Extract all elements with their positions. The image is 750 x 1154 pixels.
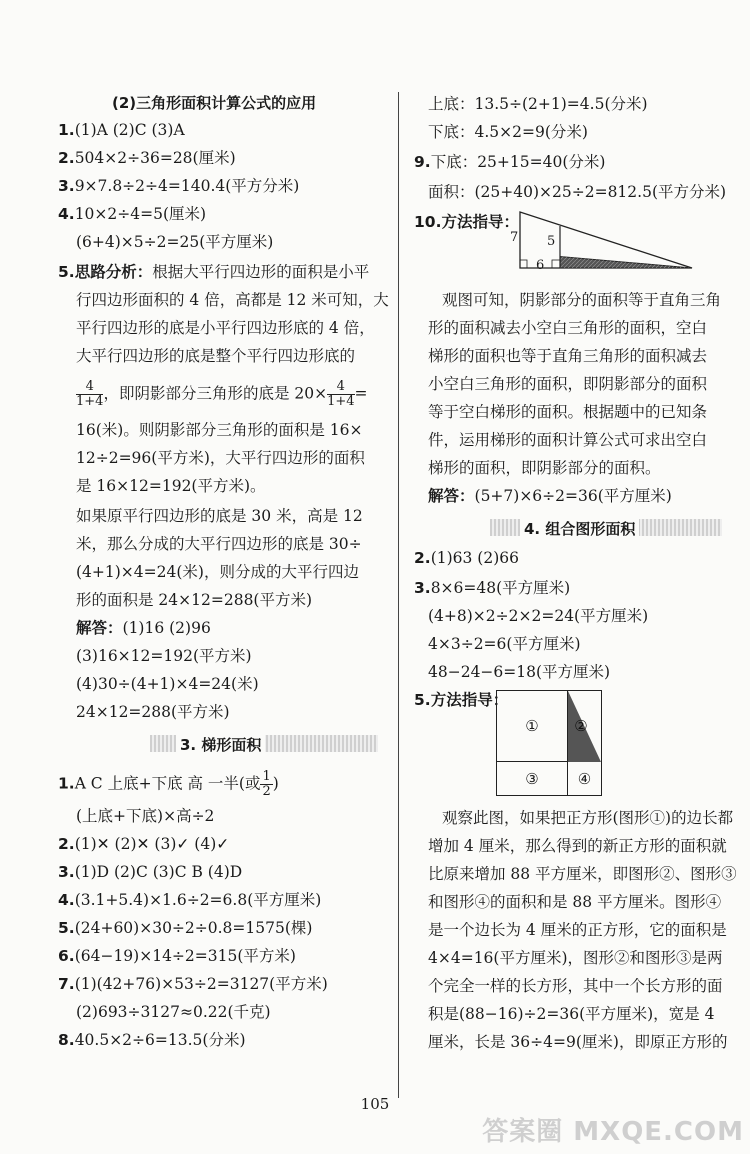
answer-line: 大平行四边形的底是整个平行四边形底的 — [76, 347, 356, 365]
figure-region-4: ④ — [577, 769, 592, 788]
answer-line: 3.8×6=48(平方厘米) — [414, 579, 571, 597]
answer-line: 积是(88−16)÷2=36(平方厘米)，宽是 4 — [428, 1005, 715, 1023]
answer-line: 48−24−6=18(平方厘米) — [428, 663, 611, 681]
figure-region-3: ③ — [497, 762, 568, 795]
answer-line: 梯形的面积也等于直角三角形的面积减去 — [428, 347, 708, 365]
answer-line: 形的面积减去小空白三角形的面积，空白 — [428, 319, 708, 337]
answer-line: 梯形的面积，即阴影部分的面积。 — [428, 459, 661, 477]
section-header — [490, 516, 722, 538]
page-number: 105 — [360, 1095, 390, 1113]
answer-line: 厘米，长是 36÷4=9(厘米)，即原正方形的 — [428, 1033, 728, 1051]
answer-line: 是 16×12=192(平方米)。 — [76, 477, 266, 495]
figure-label: 6 — [536, 258, 545, 273]
column-divider — [398, 92, 399, 1098]
answer-line: 4×3÷2=6(平方厘米) — [428, 635, 581, 653]
answer-line: (3)16×12=192(平方米) — [76, 647, 252, 665]
answer-line: (上底+下底)×高÷2 — [76, 807, 215, 825]
answer-line: 解答：(5+7)×6÷2=36(平方厘米) — [428, 487, 672, 505]
answer-line: 1.A C 上底+下底 高 一半(或 $\frac{1}{2}$ ) — [58, 769, 279, 799]
figure-region-2: ② — [574, 717, 588, 735]
section-header — [150, 732, 378, 754]
answer-line: 3.9×7.8÷2÷4=140.4(平方分米) — [58, 177, 300, 195]
answer-line: 3.(1)D (2)C (3)C B (4)D — [58, 863, 243, 881]
figure-region-1: ① — [497, 691, 568, 762]
answer-line: 如果原平行四边形的底是 30 米，高是 12 — [76, 507, 363, 525]
section-title: 3. 梯形面积 — [176, 734, 265, 755]
answer-line: 是一个边长为 4 厘米的正方形，它的面积是 — [428, 921, 727, 939]
answer-line: 面积：(25+40)×25÷2=812.5(平方分米) — [428, 183, 727, 201]
answer-line: $\frac{4}{1+4}$ ，即阴影部分三角形的底是 20× $\frac{4}{1+4}$ = — [76, 379, 368, 409]
section-title: 4. 组合图形面积 — [520, 518, 639, 539]
answer-line: 个完全一样的长方形，其中一个长方形的面 — [428, 977, 723, 995]
answer-line: 下底：4.5×2=9(分米) — [428, 123, 588, 141]
answer-line: 2.(1)✕ (2)✕ (3)✓ (4)✓ — [58, 835, 230, 853]
answer-line: 2.(1)63 (2)66 — [414, 549, 519, 567]
right-triangle-outline — [520, 212, 692, 268]
answer-line: 6.(64−19)×14÷2=315(平方米) — [58, 947, 296, 965]
answer-line: 比原来增加 88 平方厘米，即图形②、图形③ — [428, 865, 737, 883]
answer-line: 5.(24+60)×30÷2÷0.8=1575(棵) — [58, 919, 313, 937]
answer-line: 24×12=288(平方米) — [76, 703, 230, 721]
answer-line: 观察此图，如果把正方形(图形①)的边长都 — [442, 809, 734, 827]
answer-line: 形的面积是 24×12=288(平方米) — [76, 591, 313, 609]
answer-line: 解答：(1)16 (2)96 — [76, 619, 211, 637]
answer-line: 8.40.5×2÷6=13.5(分米) — [58, 1031, 246, 1049]
fraction: $\frac{4}{1+4}$ — [327, 379, 355, 409]
answer-line: 观图可知，阴影部分的面积等于直角三角 — [442, 291, 722, 309]
answer-line: 4.10×2÷4=5(厘米) — [58, 205, 207, 223]
answer-line: 米，那么分成的大平行四边形的底是 30÷ — [76, 535, 362, 553]
answer-line: 5.方法指导： — [414, 691, 509, 709]
answer-line: (4+1)×4=24(米)，则分成的大平行四边 — [76, 563, 359, 581]
answer-line: 4.(3.1+5.4)×1.6÷2=6.8(平方厘米) — [58, 891, 322, 909]
answer-line: 12÷2=96(平方米)，大平行四边形的面积 — [76, 449, 365, 467]
answer-line: 5.思路分析：根据大平行四边形的面积是小平 — [58, 263, 370, 281]
answer-line: 上底：13.5÷(2+1)=4.5(分米) — [428, 95, 648, 113]
answer-line: 2.504×2÷36=28(厘米) — [58, 149, 236, 167]
answer-line: 和图形④的面积和是 88 平方厘米。图形④ — [428, 893, 722, 911]
answer-line: 7.(1)(42+76)×53÷2=3127(平方米) — [58, 975, 328, 993]
answer-line: 增加 4 厘米，那么得到的新正方形的面积就 — [428, 837, 727, 855]
answer-line: 等于空白梯形的面积。根据题中的已知条 — [428, 403, 708, 421]
section-heading: (2)三角形面积计算公式的应用 — [112, 94, 317, 112]
figure-label: 5 — [547, 234, 556, 249]
answer-line: 4×4=16(平方厘米)，图形②和图形③是两 — [428, 949, 723, 967]
answer-line: (6+4)×5÷2=25(平方厘米) — [76, 233, 274, 251]
answer-line: 小空白三角形的面积，即阴影部分的面积 — [428, 375, 708, 393]
fraction: $\frac{4}{1+4}$ — [76, 379, 104, 409]
right-angle-mark — [520, 260, 527, 268]
answer-line: (4)30÷(4+1)×4=24(米) — [76, 675, 259, 693]
answer-line: 16(米)。则阴影部分三角形的面积是 16× — [76, 421, 363, 439]
answer-line: 10.方法指导： — [414, 213, 519, 231]
fraction: $\frac{1}{2}$ — [262, 769, 271, 799]
answer-line: 行四边形面积的 4 倍，高都是 12 米可知，大 — [76, 291, 389, 309]
answer-line: (2)693÷3127≈0.22(千克) — [76, 1003, 271, 1021]
answer-line: (4+8)×2÷2×2=24(平方厘米) — [428, 607, 649, 625]
watermark-logo: 答案圈 MXQE.COM — [482, 1117, 744, 1147]
answer-line: 9.下底：25+15=40(分米) — [414, 153, 606, 171]
square-figure — [496, 690, 602, 796]
figure-label: 7 — [510, 230, 519, 245]
right-angle-mark — [552, 260, 560, 268]
answer-line: 件，运用梯形的面积计算公式可求出空白 — [428, 431, 708, 449]
answer-line: 1.(1)A (2)C (3)A — [58, 121, 185, 139]
answer-line: 平行四边形的底是小平行四边形底的 4 倍， — [76, 319, 375, 337]
